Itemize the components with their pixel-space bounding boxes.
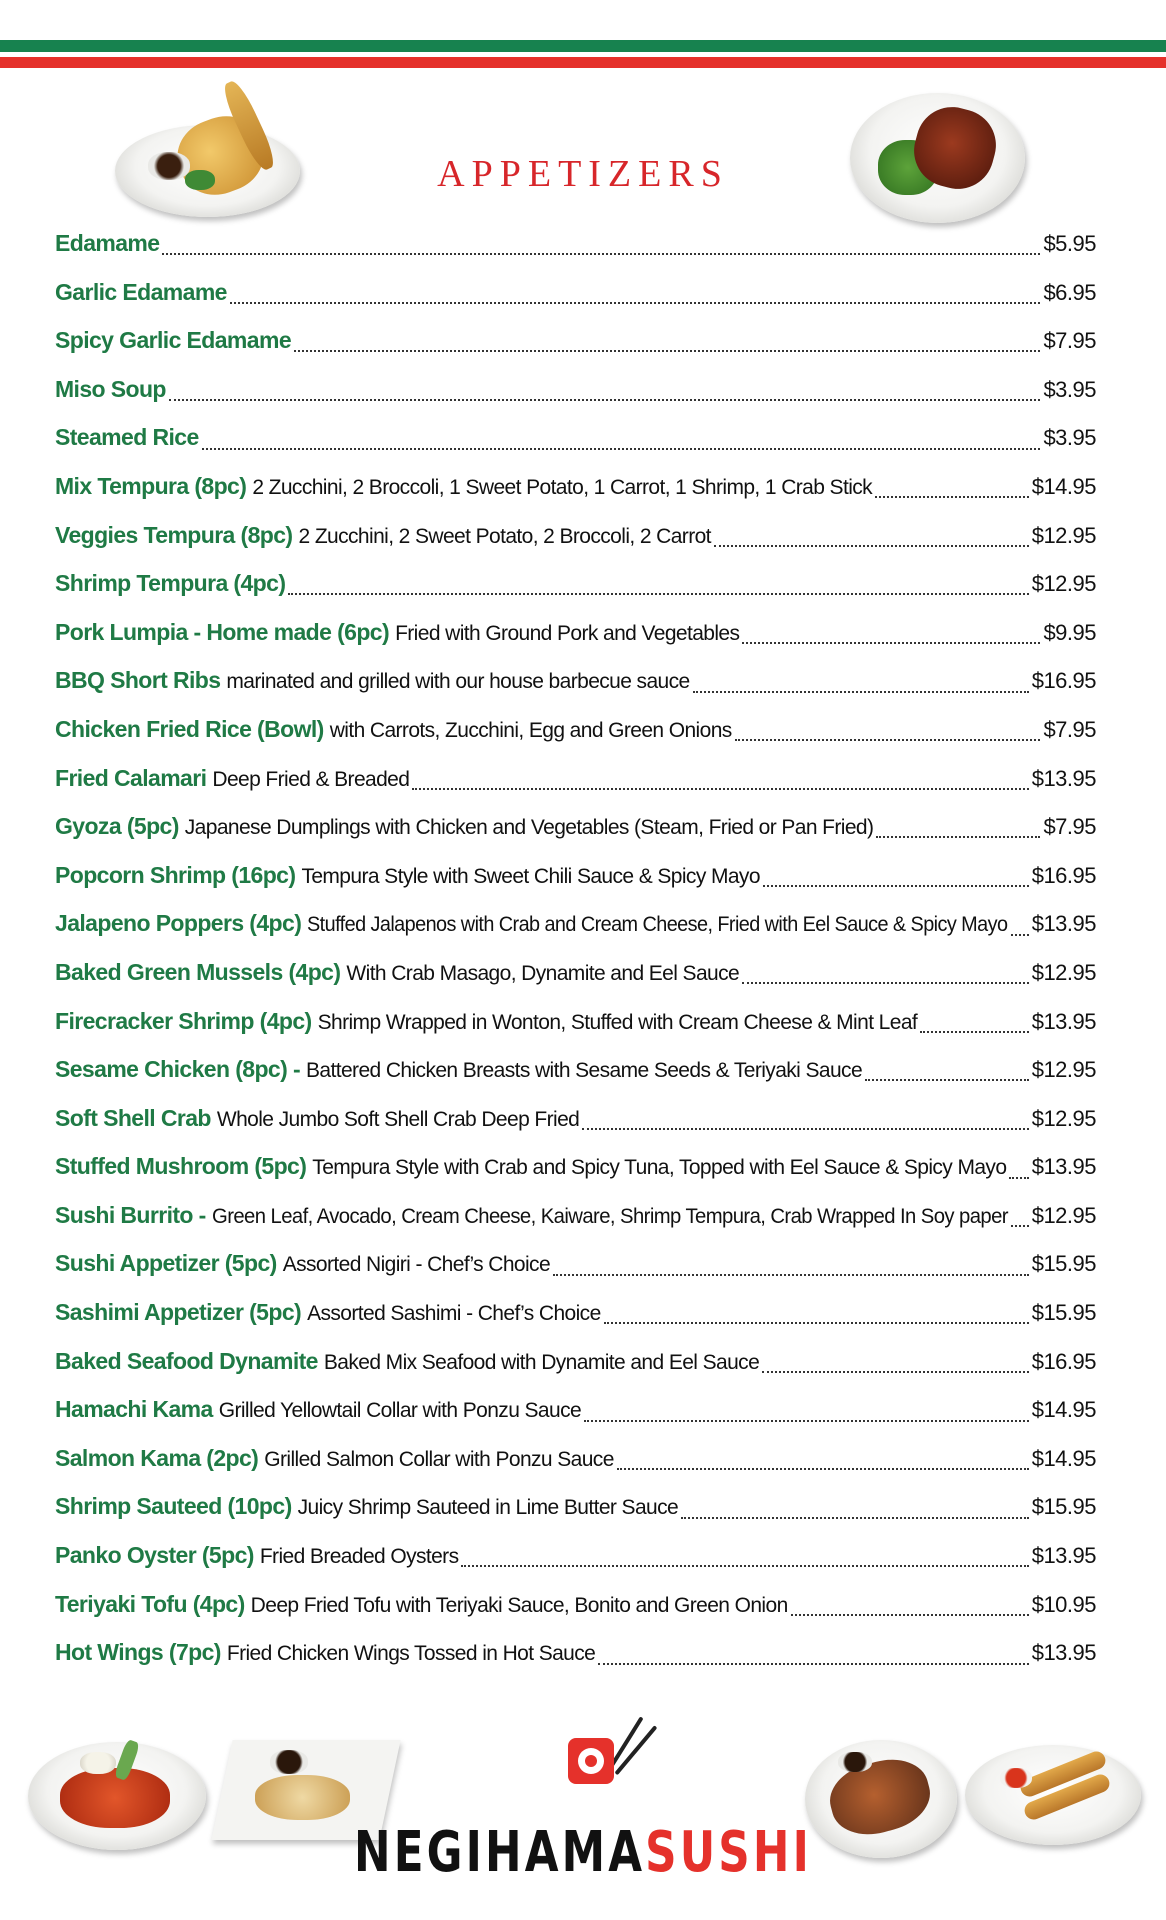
dot-leader — [735, 725, 1041, 741]
menu-item-description: Fried Chicken Wings Tossed in Hot Sauce — [226, 1642, 596, 1666]
menu-item-description: Grilled Yellowtail Collar with Ponzu Sauce — [218, 1399, 582, 1423]
menu-item-description: Stuffed Jalapenos with Crab and Cream Cheese, Fried with Eel Sauce & Spicy Mayo — [307, 913, 1008, 937]
menu-item — [55, 899, 1096, 948]
menu-item-price: $9.95 — [1043, 619, 1096, 645]
menu-item — [55, 656, 1096, 705]
dot-leader — [763, 871, 1029, 887]
menu-item — [55, 462, 1096, 511]
menu-item-price: $5.95 — [1043, 231, 1096, 256]
menu-item — [55, 997, 1096, 1046]
menu-item-name: Sesame Chicken (8pc) - — [55, 1056, 301, 1083]
menu-item-price: $12.95 — [1031, 571, 1096, 597]
menu-item-price: $14.95 — [1031, 1445, 1096, 1471]
menu-item-price: $14.95 — [1031, 1397, 1096, 1423]
dot-leader — [169, 385, 1041, 401]
menu-item-price: $16.95 — [1031, 668, 1096, 694]
menu-item-name: Pork Lumpia - Home made (6pc) — [55, 618, 390, 645]
dot-leader — [681, 1503, 1029, 1519]
dot-leader — [742, 628, 1040, 644]
menu-item-description: Assorted Sashimi - Chef’s Choice — [307, 1302, 601, 1326]
dot-leader — [714, 531, 1029, 547]
dot-leader — [230, 288, 1041, 304]
menu-item-price: $3.95 — [1043, 425, 1096, 451]
dot-leader — [875, 482, 1029, 498]
menu-item-description: Baked Mix Seafood with Dynamite and Eel Sauce — [323, 1350, 760, 1374]
menu-item — [55, 365, 1096, 414]
menu-item-description: 2 Zucchini, 2 Broccoli, 1 Sweet Potato, 1 Carrot, 1 Shrimp, 1 Crab Stick — [252, 475, 873, 499]
menu-item-name: Salmon Kama (2pc) — [55, 1444, 259, 1471]
menu-item-description: Whole Jumbo Soft Shell Crab Deep Fried — [216, 1107, 580, 1131]
menu-item — [55, 1580, 1096, 1629]
menu-item-name: Teriyaki Tofu (4pc) — [55, 1590, 245, 1617]
dot-leader — [742, 968, 1029, 984]
dot-leader — [1011, 920, 1029, 936]
dot-leader — [412, 774, 1028, 790]
appetizer-menu-list — [55, 219, 1096, 1677]
dot-leader — [598, 1649, 1028, 1665]
menu-item-description: Deep Fried & Breaded — [212, 767, 410, 791]
menu-item — [55, 559, 1096, 608]
menu-item-price: $16.95 — [1031, 862, 1096, 888]
menu-item-name: Baked Seafood Dynamite — [55, 1347, 318, 1374]
menu-item-price: $7.95 — [1043, 716, 1096, 742]
menu-item — [55, 413, 1096, 462]
menu-item-price: $10.95 — [1031, 1591, 1096, 1617]
dot-leader — [1009, 1163, 1028, 1179]
dot-leader — [865, 1065, 1029, 1081]
dot-leader — [876, 822, 1040, 838]
dot-leader — [920, 1017, 1029, 1033]
dot-leader — [162, 239, 1040, 255]
dot-leader — [1011, 1211, 1029, 1227]
menu-item-name: Jalapeno Poppers (4pc) — [55, 910, 302, 937]
dot-leader — [693, 677, 1029, 693]
brand-logo — [128, 1820, 1037, 1885]
menu-item — [55, 316, 1096, 365]
menu-item-name: Sushi Appetizer (5pc) — [55, 1250, 277, 1277]
brand-name-part2: SUSHI — [645, 1820, 812, 1885]
page-title: APPETIZERS — [437, 153, 729, 195]
menu-item-price: $7.95 — [1043, 814, 1096, 840]
menu-item-name: Panko Oyster (5pc) — [55, 1542, 254, 1569]
menu-item — [55, 754, 1096, 803]
menu-item-name: Shrimp Sauteed (10pc) — [55, 1493, 292, 1520]
menu-item-price: $12.95 — [1031, 1057, 1096, 1083]
menu-item — [55, 705, 1096, 754]
menu-item — [55, 1045, 1096, 1094]
menu-item-description: Fried Breaded Oysters — [259, 1545, 459, 1569]
menu-item-name: Mix Tempura (8pc) — [55, 472, 247, 499]
menu-item — [55, 802, 1096, 851]
menu-item-name: Firecracker Shrimp (4pc) — [55, 1007, 312, 1034]
menu-item-description: Deep Fried Tofu with Teriyaki Sauce, Bonito and Green Onion — [250, 1593, 788, 1617]
menu-item-description: Battered Chicken Breasts with Sesame Seeds & Teriyaki Sauce — [306, 1059, 863, 1083]
dot-leader — [791, 1600, 1029, 1616]
menu-item — [55, 948, 1096, 997]
menu-item-description: Shrimp Wrapped in Wonton, Stuffed with Cream Cheese & Mint Leaf — [317, 1010, 918, 1034]
menu-item-name: Sushi Burrito - — [55, 1201, 206, 1228]
menu-item — [55, 1531, 1096, 1580]
top-stripe-red — [0, 57, 1166, 68]
menu-item-price: $13.95 — [1031, 911, 1096, 937]
dot-leader — [202, 434, 1041, 450]
menu-item-description: With Crab Masago, Dynamite and Eel Sauce — [346, 961, 740, 985]
menu-item-price: $13.95 — [1031, 1640, 1096, 1666]
menu-item-description: Fried with Ground Pork and Vegetables — [395, 621, 740, 645]
menu-item-name: Veggies Tempura (8pc) — [55, 521, 293, 548]
menu-item-name: Sashimi Appetizer (5pc) — [55, 1299, 302, 1326]
menu-item — [55, 851, 1096, 900]
dot-leader — [584, 1406, 1029, 1422]
menu-item-price: $3.95 — [1043, 376, 1096, 402]
menu-item-price: $13.95 — [1031, 1008, 1096, 1034]
menu-item — [55, 1094, 1096, 1143]
menu-item-price: $13.95 — [1031, 1543, 1096, 1569]
dot-leader — [604, 1308, 1029, 1324]
dot-leader — [288, 579, 1028, 595]
menu-item-description: marinated and grilled with our house barbecue sauce — [226, 670, 690, 694]
menu-item-price: $16.95 — [1031, 1348, 1096, 1374]
menu-item-price: $12.95 — [1031, 959, 1096, 985]
menu-item-name: Steamed Rice — [55, 424, 199, 451]
menu-item-name: Shrimp Tempura (4pc) — [55, 570, 286, 597]
menu-item-name: Stuffed Mushroom (5pc) — [55, 1153, 307, 1180]
menu-item-name: BBQ Short Ribs — [55, 667, 221, 694]
menu-item — [55, 608, 1096, 657]
dot-leader — [294, 336, 1040, 352]
menu-item-name: Spicy Garlic Edamame — [55, 327, 292, 354]
menu-item — [55, 1337, 1096, 1386]
menu-item — [55, 511, 1096, 560]
menu-item-description: Assorted Nigiri - Chef’s Choice — [282, 1253, 551, 1277]
menu-item-name: Edamame — [55, 230, 160, 256]
menu-item-price: $6.95 — [1043, 279, 1096, 305]
menu-item-price: $12.95 — [1031, 1105, 1096, 1131]
brand-name-part1: NEGIHAMA — [354, 1820, 646, 1885]
dot-leader — [582, 1114, 1028, 1130]
menu-item-name: Miso Soup — [55, 375, 166, 402]
menu-item-name: Hot Wings (7pc) — [55, 1639, 221, 1666]
menu-item-price: $12.95 — [1031, 1202, 1096, 1228]
menu-item-name: Baked Green Mussels (4pc) — [55, 958, 341, 985]
menu-item-description: Green Leaf, Avocado, Cream Cheese, Kaiware, Shrimp Tempura, Crab Wrapped In Soy paper — [211, 1204, 1008, 1228]
menu-item-description: Juicy Shrimp Sauteed in Lime Butter Sauce — [297, 1496, 679, 1520]
dot-leader — [553, 1260, 1029, 1276]
menu-item-name: Garlic Edamame — [55, 278, 227, 305]
menu-item-name: Popcorn Shrimp (16pc) — [55, 861, 296, 888]
menu-item — [55, 219, 1096, 268]
dot-leader — [461, 1551, 1028, 1567]
dot-leader — [617, 1454, 1029, 1470]
menu-item — [55, 1142, 1096, 1191]
menu-item — [55, 1628, 1096, 1677]
menu-item-description: Tempura Style with Crab and Spicy Tuna, Topped with Eel Sauce & Spicy Mayo — [312, 1156, 1007, 1180]
menu-item-price: $15.95 — [1031, 1494, 1096, 1520]
menu-item-price: $14.95 — [1031, 473, 1096, 499]
menu-item — [55, 1385, 1096, 1434]
menu-item-name: Hamachi Kama — [55, 1396, 213, 1423]
menu-item-name: Gyoza (5pc) — [55, 813, 179, 840]
menu-item-name: Soft Shell Crab — [55, 1104, 211, 1131]
menu-item — [55, 268, 1096, 317]
menu-item — [55, 1288, 1096, 1337]
menu-item-price: $12.95 — [1031, 522, 1096, 548]
top-stripe-green — [0, 40, 1166, 52]
menu-item-description: Grilled Salmon Collar with Ponzu Sauce — [264, 1447, 614, 1471]
menu-item-price: $13.95 — [1031, 1154, 1096, 1180]
menu-item-description: Japanese Dumplings with Chicken and Vegetables (Steam, Fried or Pan Fried) — [184, 816, 874, 840]
menu-item — [55, 1239, 1096, 1288]
menu-item-description: Tempura Style with Sweet Chili Sauce & Spicy Mayo — [301, 864, 760, 888]
menu-item-price: $7.95 — [1043, 328, 1096, 354]
menu-item-name: Fried Calamari — [55, 764, 207, 791]
menu-item — [55, 1482, 1096, 1531]
menu-item-description: with Carrots, Zucchini, Egg and Green Onions — [329, 718, 732, 742]
menu-item-price: $15.95 — [1031, 1300, 1096, 1326]
menu-item — [55, 1434, 1096, 1483]
menu-item-name: Chicken Fried Rice (Bowl) — [55, 715, 324, 742]
dot-leader — [762, 1357, 1029, 1373]
menu-item-price: $13.95 — [1031, 765, 1096, 791]
menu-item — [55, 1191, 1096, 1240]
menu-item-price: $15.95 — [1031, 1251, 1096, 1277]
menu-item-description: 2 Zucchini, 2 Sweet Potato, 2 Broccoli, 2 Carrot — [298, 524, 711, 548]
